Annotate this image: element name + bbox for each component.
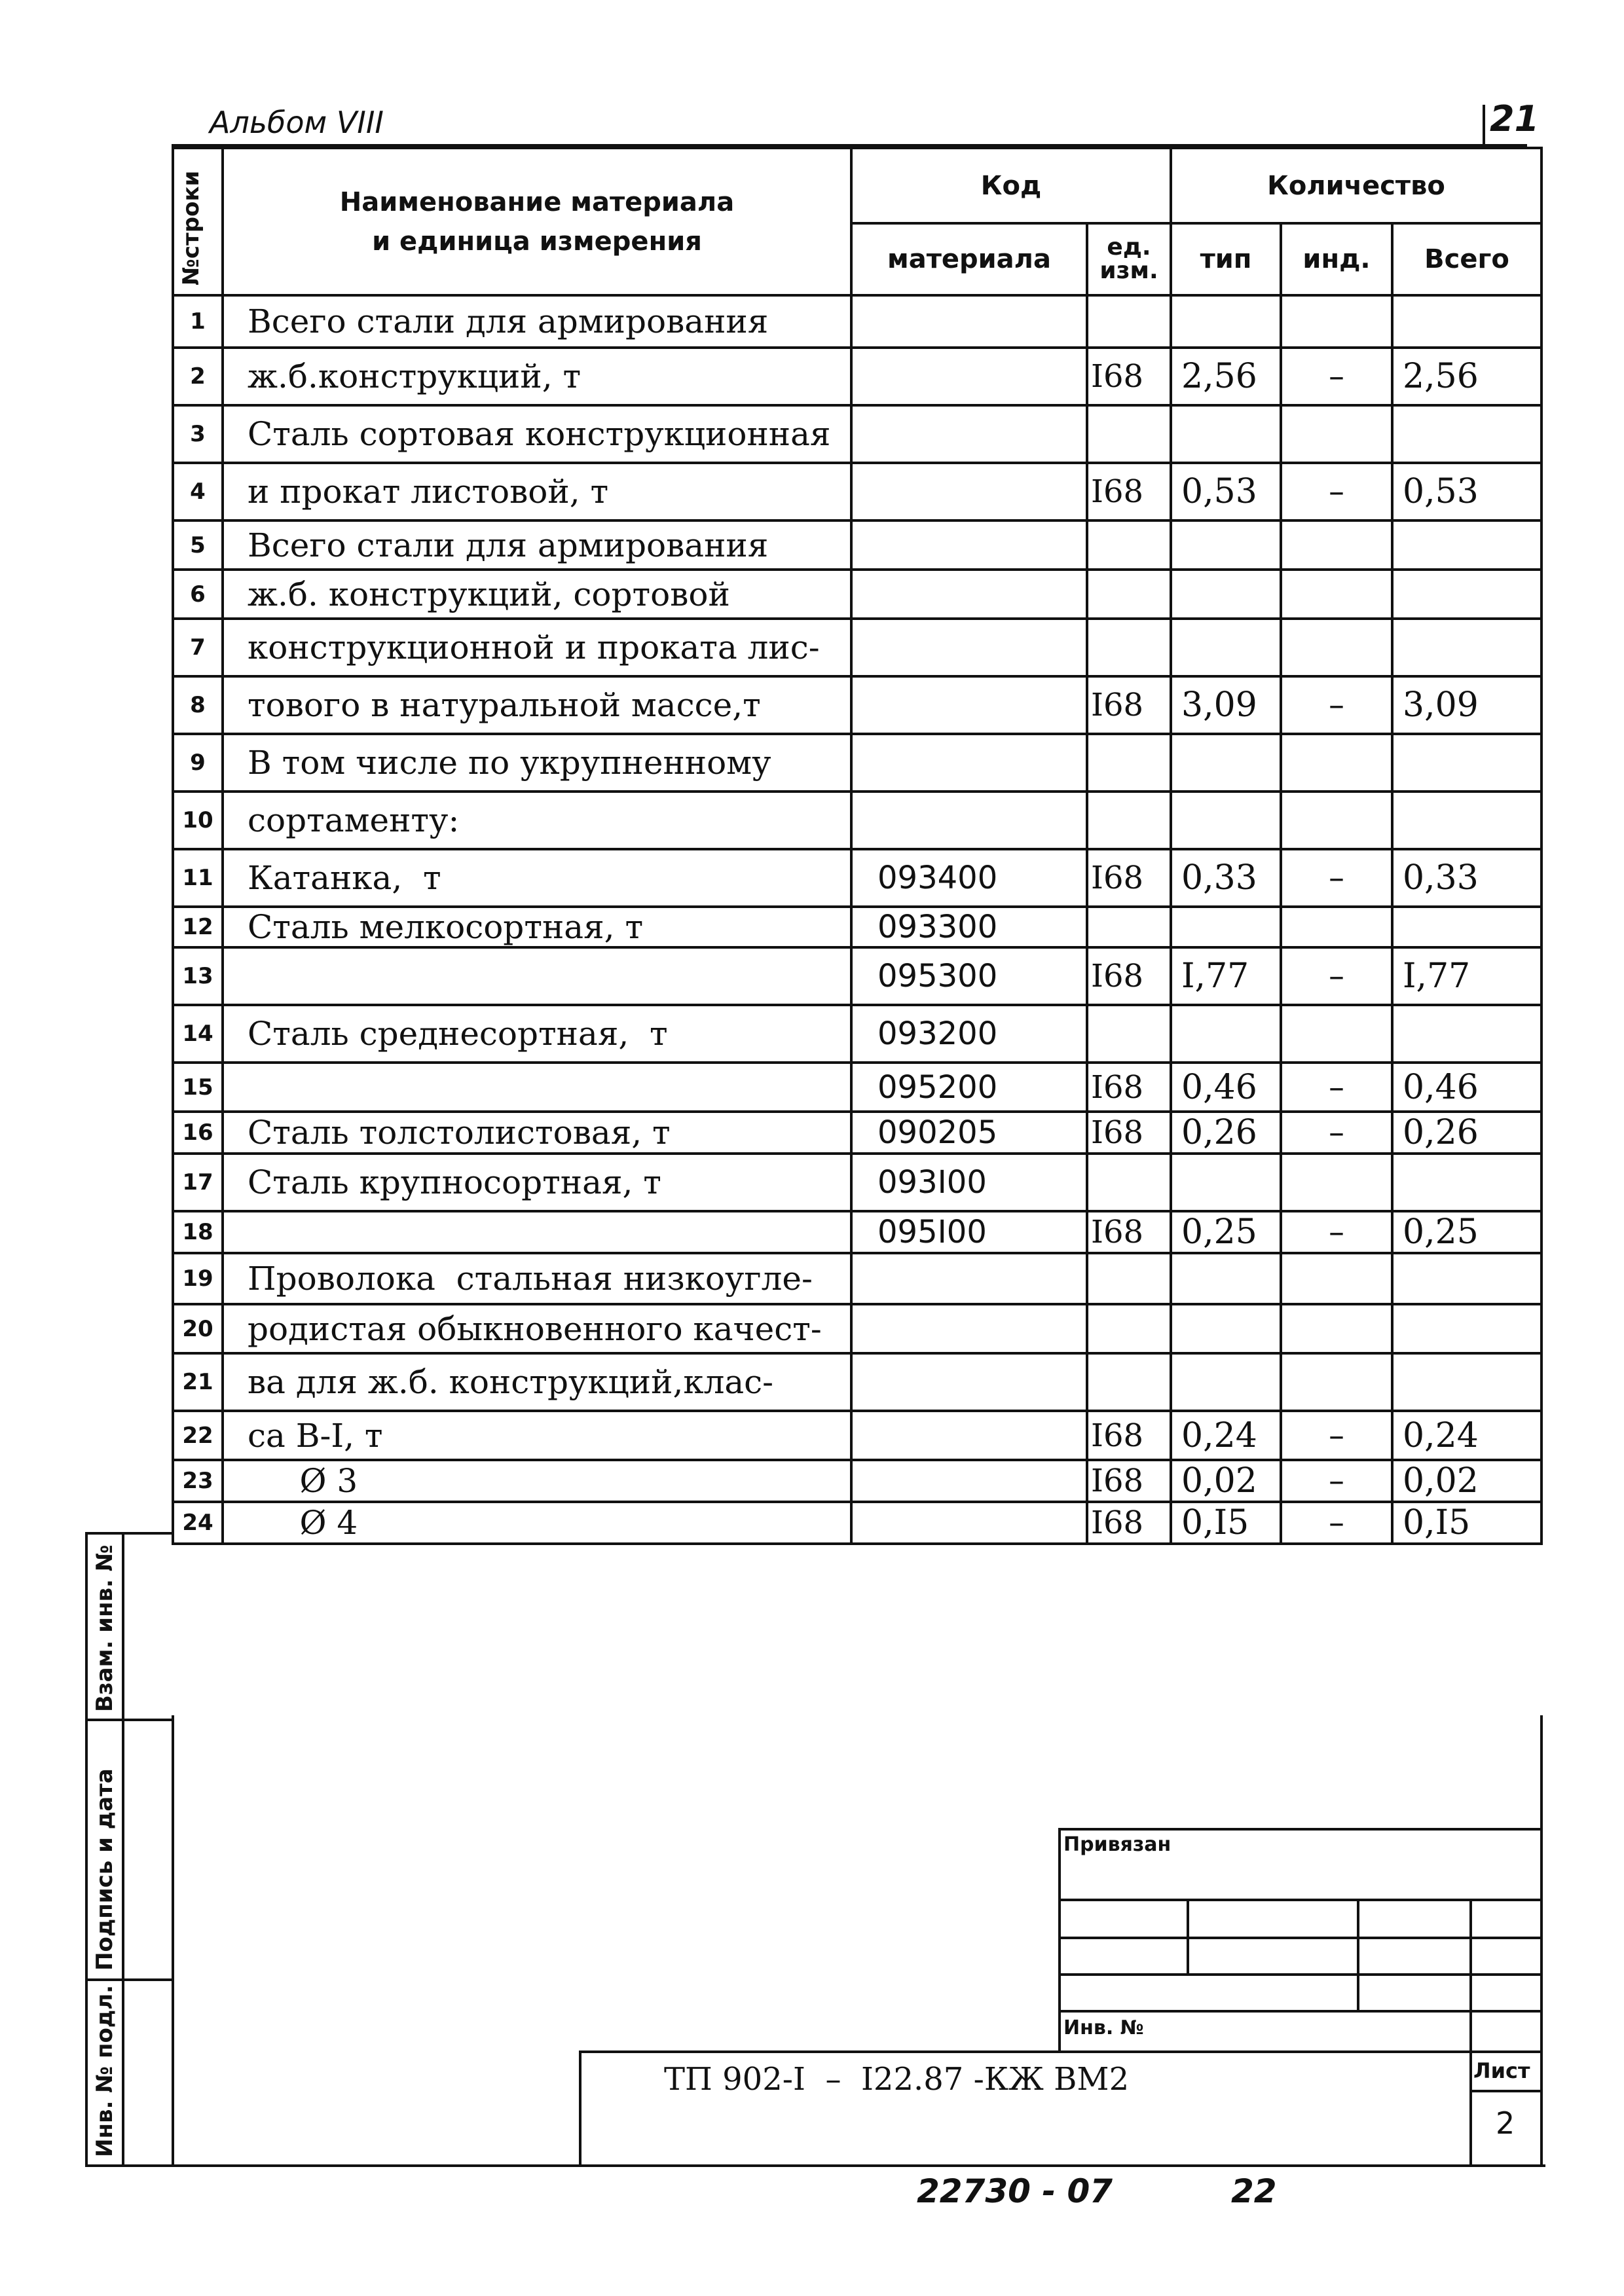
table-row [173, 348, 1541, 405]
row-unit [1087, 1005, 1171, 1063]
row-unit: I68 [1087, 1502, 1171, 1544]
row-unit [1087, 520, 1171, 570]
row-name: Всего стали для армирования [223, 520, 851, 570]
table-row [173, 1063, 1541, 1112]
row-qty-type: 2,56 [1171, 348, 1281, 405]
name-header: Наименование материала и единица измерения [223, 148, 851, 295]
row-qty-type [1171, 570, 1281, 619]
row-number: 4 [173, 463, 223, 520]
album-title: Альбом VIII [210, 105, 384, 140]
row-qty-total: 0,53 [1392, 463, 1541, 520]
row-name: Сталь крупносортная, т [223, 1154, 851, 1211]
sheet-label: Лист [1473, 2058, 1530, 2083]
row-code: 095200 [851, 1063, 1087, 1112]
row-qty-total [1392, 1353, 1541, 1411]
row-number: 10 [173, 792, 223, 849]
row-name: Ø 4 [223, 1502, 851, 1544]
row-qty-ind: – [1281, 1460, 1392, 1502]
row-code [851, 405, 1087, 463]
side-stamp-top [85, 1532, 174, 1535]
row-name: са В-I, т [223, 1411, 851, 1460]
row-name: и прокат листовой, т [223, 463, 851, 520]
row-code: 095I00 [851, 1211, 1087, 1253]
row-qty-ind: – [1281, 463, 1392, 520]
row-number: 21 [173, 1353, 223, 1411]
row-number: 23 [173, 1460, 223, 1502]
row-unit [1087, 907, 1171, 947]
row-code [851, 1460, 1087, 1502]
sheet-number: 2 [1496, 2105, 1515, 2141]
row-number: 3 [173, 405, 223, 463]
row-qty-type: 0,33 [1171, 849, 1281, 907]
code-material-header: материала [851, 223, 1087, 295]
row-code [851, 570, 1087, 619]
q-type-header: тип [1171, 223, 1281, 295]
row-unit: I68 [1087, 1063, 1171, 1112]
row-name: Ø 3 [223, 1460, 851, 1502]
table-row [173, 1502, 1541, 1544]
row-code [851, 792, 1087, 849]
row-qty-ind [1281, 295, 1392, 348]
archive-number: 22730 - 07 [917, 2172, 1113, 2210]
row-qty-type: 0,26 [1171, 1112, 1281, 1154]
row-number: 18 [173, 1211, 223, 1253]
row-number: 12 [173, 907, 223, 947]
row-name: ва для ж.б. конструкций,клас- [223, 1353, 851, 1411]
table-row [173, 1253, 1541, 1304]
row-unit: I68 [1087, 1460, 1171, 1502]
row-qty-ind [1281, 792, 1392, 849]
table-row [173, 1154, 1541, 1211]
table-row [173, 295, 1541, 348]
row-qty-ind [1281, 619, 1392, 676]
row-qty-type: 0,02 [1171, 1460, 1281, 1502]
row-name: Катанка, т [223, 849, 851, 907]
row-qty-total: 0,33 [1392, 849, 1541, 907]
row-qty-type [1171, 1353, 1281, 1411]
frame-left [172, 1715, 174, 2167]
row-qty-ind: – [1281, 1112, 1392, 1154]
row-qty-total: 0,46 [1392, 1063, 1541, 1112]
row-qty-type [1171, 619, 1281, 676]
row-qty-ind [1281, 907, 1392, 947]
row-unit [1087, 792, 1171, 849]
row-qty-ind: – [1281, 348, 1392, 405]
row-number: 11 [173, 849, 223, 907]
row-number: 13 [173, 947, 223, 1005]
inv-podl-label: Инв. № подл. [92, 1984, 118, 2157]
row-code: 093200 [851, 1005, 1087, 1063]
row-code [851, 1353, 1087, 1411]
row-code [851, 619, 1087, 676]
row-name: Проволока стальная низкоугле- [223, 1253, 851, 1304]
row-unit: I68 [1087, 1211, 1171, 1253]
row-unit [1087, 1353, 1171, 1411]
row-unit: I68 [1087, 1112, 1171, 1154]
row-qty-total: 2,56 [1392, 348, 1541, 405]
row-unit [1087, 1304, 1171, 1353]
row-qty-total: 0,02 [1392, 1460, 1541, 1502]
row-qty-total [1392, 405, 1541, 463]
row-qty-type: 0,24 [1171, 1411, 1281, 1460]
row-unit [1087, 734, 1171, 792]
row-qty-ind: – [1281, 947, 1392, 1005]
row-name: Сталь сортовая конструкционная [223, 405, 851, 463]
quantity-header: Количество [1171, 148, 1541, 223]
row-number: 8 [173, 676, 223, 734]
row-qty-ind: – [1281, 1063, 1392, 1112]
row-qty-total: 0,I5 [1392, 1502, 1541, 1544]
row-name: Сталь толстолистовая, т [223, 1112, 851, 1154]
table-row [173, 947, 1541, 1005]
row-qty-ind: – [1281, 1411, 1392, 1460]
row-qty-total [1392, 1304, 1541, 1353]
row-qty-type: 0,46 [1171, 1063, 1281, 1112]
side-stamp-div2 [85, 1978, 174, 1981]
row-unit [1087, 619, 1171, 676]
row-code [851, 734, 1087, 792]
row-unit [1087, 295, 1171, 348]
row-number: 24 [173, 1502, 223, 1544]
row-qty-total: 0,24 [1392, 1411, 1541, 1460]
row-name: конструкционной и проката лис- [223, 619, 851, 676]
q-total-header: Всего [1392, 223, 1541, 295]
row-qty-ind [1281, 570, 1392, 619]
row-qty-total [1392, 1005, 1541, 1063]
row-unit [1087, 405, 1171, 463]
row-name: ж.б.конструкций, т [223, 348, 851, 405]
table-row [173, 1005, 1541, 1063]
row-name [223, 1211, 851, 1253]
row-code [851, 1304, 1087, 1353]
row-qty-type [1171, 295, 1281, 348]
row-number: 5 [173, 520, 223, 570]
row-qty-total [1392, 619, 1541, 676]
row-unit: I68 [1087, 348, 1171, 405]
row-qty-type [1171, 1154, 1281, 1211]
privyazan-label: Привязан [1063, 1833, 1172, 1856]
row-qty-type [1171, 405, 1281, 463]
row-qty-total [1392, 295, 1541, 348]
row-code [851, 676, 1087, 734]
table-row [173, 792, 1541, 849]
row-qty-ind [1281, 1154, 1392, 1211]
row-qty-ind [1281, 1353, 1392, 1411]
row-qty-type: 3,09 [1171, 676, 1281, 734]
row-number: 7 [173, 619, 223, 676]
row-name [223, 947, 851, 1005]
row-qty-total [1392, 734, 1541, 792]
row-qty-ind [1281, 1005, 1392, 1063]
row-no-header: №строки [173, 148, 223, 295]
row-number: 9 [173, 734, 223, 792]
row-unit: I68 [1087, 1411, 1171, 1460]
row-qty-type [1171, 792, 1281, 849]
page-number: 21 [1490, 98, 1540, 139]
code-header: Код [851, 148, 1171, 223]
row-qty-total [1392, 792, 1541, 849]
row-qty-ind [1281, 1253, 1392, 1304]
row-qty-ind: – [1281, 1502, 1392, 1544]
row-code: 093I00 [851, 1154, 1087, 1211]
row-qty-ind [1281, 405, 1392, 463]
row-number: 1 [173, 295, 223, 348]
side-stamp-div1 [85, 1719, 174, 1721]
table-row [173, 405, 1541, 463]
row-qty-ind [1281, 1304, 1392, 1353]
materials-table [172, 147, 1543, 1545]
table-row [173, 463, 1541, 520]
row-qty-ind: – [1281, 676, 1392, 734]
row-unit: I68 [1087, 849, 1171, 907]
row-code [851, 348, 1087, 405]
row-code: 093300 [851, 907, 1087, 947]
row-name: Всего стали для армирования [223, 295, 851, 348]
table-row [173, 1211, 1541, 1253]
table-row [173, 1460, 1541, 1502]
row-name: Сталь мелкосортная, т [223, 907, 851, 947]
footer-number: 22 [1231, 2172, 1277, 2210]
row-unit [1087, 1154, 1171, 1211]
row-qty-type [1171, 1005, 1281, 1063]
row-qty-type [1171, 1253, 1281, 1304]
table-row [173, 1353, 1541, 1411]
row-qty-ind [1281, 734, 1392, 792]
row-unit [1087, 1253, 1171, 1304]
row-number: 22 [173, 1411, 223, 1460]
table-row [173, 1304, 1541, 1353]
row-code: 095300 [851, 947, 1087, 1005]
table-row [173, 1112, 1541, 1154]
q-ind-header: инд. [1281, 223, 1392, 295]
header-tick [1483, 105, 1485, 147]
row-name: тового в натуральной массе,т [223, 676, 851, 734]
row-qty-type [1171, 1304, 1281, 1353]
row-number: 15 [173, 1063, 223, 1112]
table-row [173, 520, 1541, 570]
vzam-inv-label: Взам. инв. № [92, 1544, 118, 1712]
table-row [173, 676, 1541, 734]
row-qty-total: 0,25 [1392, 1211, 1541, 1253]
row-number: 14 [173, 1005, 223, 1063]
title-block [1058, 1828, 1543, 2050]
row-qty-total [1392, 907, 1541, 947]
row-number: 20 [173, 1304, 223, 1353]
row-qty-type [1171, 520, 1281, 570]
document-designation: ТП 902-I – I22.87 -КЖ ВМ2 [664, 2061, 1130, 2098]
row-code [851, 1502, 1087, 1544]
table-row [173, 619, 1541, 676]
row-qty-total [1392, 1154, 1541, 1211]
table-row [173, 570, 1541, 619]
row-code [851, 295, 1087, 348]
row-code [851, 1411, 1087, 1460]
row-qty-ind [1281, 520, 1392, 570]
row-number: 17 [173, 1154, 223, 1211]
row-number: 16 [173, 1112, 223, 1154]
podpis-data-label: Подпись и дата [92, 1768, 118, 1971]
row-qty-total: I,77 [1392, 947, 1541, 1005]
row-name: Сталь среднесортная, т [223, 1005, 851, 1063]
row-qty-type [1171, 907, 1281, 947]
row-name: сортаменту: [223, 792, 851, 849]
row-qty-total [1392, 570, 1541, 619]
inv-no-label: Инв. № [1063, 2016, 1144, 2039]
row-code [851, 1253, 1087, 1304]
row-qty-total: 0,26 [1392, 1112, 1541, 1154]
row-unit [1087, 570, 1171, 619]
table-row [173, 907, 1541, 947]
row-code: 093400 [851, 849, 1087, 907]
side-stamp-inner [122, 1532, 124, 2167]
row-number: 19 [173, 1253, 223, 1304]
row-qty-type [1171, 734, 1281, 792]
row-number: 2 [173, 348, 223, 405]
row-unit: I68 [1087, 947, 1171, 1005]
row-qty-type: 0,25 [1171, 1211, 1281, 1253]
side-stamp-left [85, 1532, 88, 2167]
table-row [173, 734, 1541, 792]
row-qty-type: 0,53 [1171, 463, 1281, 520]
code-unit-header: ед. изм. [1087, 223, 1171, 295]
row-code: 090205 [851, 1112, 1087, 1154]
row-qty-type: 0,I5 [1171, 1502, 1281, 1544]
row-number: 6 [173, 570, 223, 619]
row-name: родистая обыкновенного качест- [223, 1304, 851, 1353]
row-qty-total [1392, 1253, 1541, 1304]
row-name: ж.б. конструкций, сортовой [223, 570, 851, 619]
table-row [173, 849, 1541, 907]
row-code [851, 463, 1087, 520]
row-name: В том числе по укрупненному [223, 734, 851, 792]
row-qty-type: I,77 [1171, 947, 1281, 1005]
row-qty-total [1392, 520, 1541, 570]
row-unit: I68 [1087, 676, 1171, 734]
row-qty-ind: – [1281, 849, 1392, 907]
row-qty-ind: – [1281, 1211, 1392, 1253]
row-code [851, 520, 1087, 570]
row-qty-total: 3,09 [1392, 676, 1541, 734]
row-unit: I68 [1087, 463, 1171, 520]
row-name [223, 1063, 851, 1112]
table-row [173, 1411, 1541, 1460]
designation-block [579, 2050, 1543, 2167]
